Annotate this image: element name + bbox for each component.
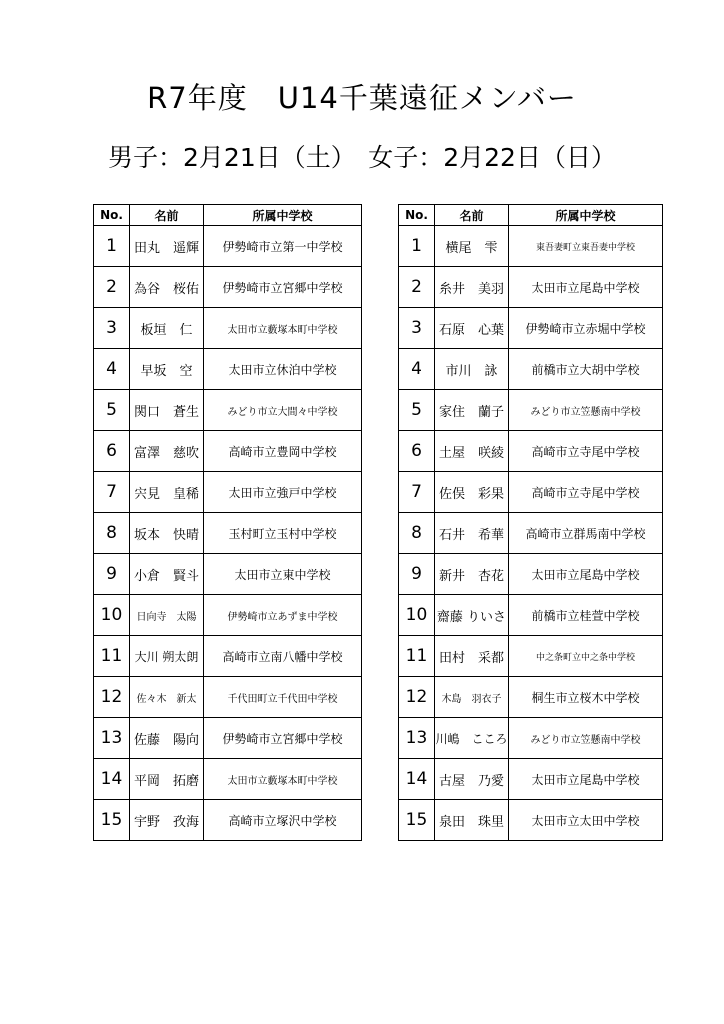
row-number: 14 <box>399 759 435 800</box>
row-number: 15 <box>94 800 130 841</box>
member-name: 新井 杏花 <box>435 554 509 595</box>
member-school: 太田市立尾島中学校 <box>509 759 663 800</box>
member-name: 小倉 賢斗 <box>130 554 204 595</box>
member-name: 田丸 遥輝 <box>130 226 204 267</box>
member-name: 泉田 珠里 <box>435 800 509 841</box>
member-name: 日向寺 太陽 <box>130 595 204 636</box>
row-number: 6 <box>399 431 435 472</box>
table-row <box>399 472 663 513</box>
row-number: 2 <box>399 267 435 308</box>
table-row <box>94 226 362 267</box>
member-school: 高崎市立塚沢中学校 <box>204 800 362 841</box>
row-number: 8 <box>399 513 435 554</box>
table-row <box>399 267 663 308</box>
table-row <box>399 595 663 636</box>
member-school: 伊勢崎市立第一中学校 <box>204 226 362 267</box>
member-school: 高崎市立寺尾中学校 <box>509 472 663 513</box>
member-name: 坂本 快晴 <box>130 513 204 554</box>
table-row <box>399 226 663 267</box>
table-row <box>399 800 663 841</box>
member-school: 太田市立東中学校 <box>204 554 362 595</box>
row-number: 5 <box>399 390 435 431</box>
member-school: みどり市立笠懸南中学校 <box>509 390 663 431</box>
header-no: No. <box>399 205 435 226</box>
row-number: 15 <box>399 800 435 841</box>
member-name: 宍見 皇稀 <box>130 472 204 513</box>
member-name: 田村 采都 <box>435 636 509 677</box>
member-name: 木島 羽衣子 <box>435 677 509 718</box>
header-school: 所属中学校 <box>204 205 362 226</box>
row-number: 1 <box>94 226 130 267</box>
member-name: 石井 希華 <box>435 513 509 554</box>
member-school: 中之条町立中之条中学校 <box>509 636 663 677</box>
header-school: 所属中学校 <box>509 205 663 226</box>
member-name: 古屋 乃愛 <box>435 759 509 800</box>
row-number: 11 <box>94 636 130 677</box>
member-school: 伊勢崎市立宮郷中学校 <box>204 267 362 308</box>
member-school: 太田市立休泊中学校 <box>204 349 362 390</box>
row-number: 3 <box>399 308 435 349</box>
member-school: 前橋市立桂萱中学校 <box>509 595 663 636</box>
member-school: 東吾妻町立東吾妻中学校 <box>509 226 663 267</box>
row-number: 14 <box>94 759 130 800</box>
table-row <box>399 759 663 800</box>
member-school: 太田市立藪塚本町中学校 <box>204 759 362 800</box>
row-number: 13 <box>94 718 130 759</box>
member-school: みどり市立大間々中学校 <box>204 390 362 431</box>
table-row <box>399 308 663 349</box>
member-school: 太田市立強戸中学校 <box>204 472 362 513</box>
row-number: 6 <box>94 431 130 472</box>
table-row <box>94 513 362 554</box>
member-school: 伊勢崎市立赤堀中学校 <box>509 308 663 349</box>
member-school: 太田市立藪塚本町中学校 <box>204 308 362 349</box>
table-row <box>94 718 362 759</box>
row-number: 12 <box>399 677 435 718</box>
table-row <box>94 800 362 841</box>
row-number: 1 <box>399 226 435 267</box>
page-title: R7年度 U14千葉遠征メンバー <box>147 81 577 115</box>
table-row <box>399 513 663 554</box>
table-row <box>94 677 362 718</box>
member-name: 市川 詠 <box>435 349 509 390</box>
member-name: 土屋 咲綾 <box>435 431 509 472</box>
row-number: 5 <box>94 390 130 431</box>
row-number: 2 <box>94 267 130 308</box>
member-school: 高崎市立寺尾中学校 <box>509 431 663 472</box>
header-name: 名前 <box>130 205 204 226</box>
member-school: 前橋市立大胡中学校 <box>509 349 663 390</box>
member-name: 平岡 拓磨 <box>130 759 204 800</box>
member-school: 桐生市立桜木中学校 <box>509 677 663 718</box>
row-number: 13 <box>399 718 435 759</box>
row-number: 4 <box>399 349 435 390</box>
table-row <box>94 554 362 595</box>
boys-roster-table <box>93 204 362 841</box>
member-school: 玉村町立玉村中学校 <box>204 513 362 554</box>
member-name: 宇野 孜海 <box>130 800 204 841</box>
member-name: 齋藤 りいさ <box>435 595 509 636</box>
member-name: 早坂 空 <box>130 349 204 390</box>
row-number: 8 <box>94 513 130 554</box>
member-name: 富澤 慈吹 <box>130 431 204 472</box>
girls-roster-table <box>398 204 663 841</box>
member-name: 糸井 美羽 <box>435 267 509 308</box>
member-name: 佐々木 新太 <box>130 677 204 718</box>
member-school: 太田市立尾島中学校 <box>509 554 663 595</box>
table-row <box>399 677 663 718</box>
table-row <box>399 431 663 472</box>
member-school: 伊勢崎市立宮郷中学校 <box>204 718 362 759</box>
row-number: 12 <box>94 677 130 718</box>
table-row <box>94 759 362 800</box>
header-row <box>94 205 362 226</box>
table-row <box>399 554 663 595</box>
member-school: 高崎市立南八幡中学校 <box>204 636 362 677</box>
member-name: 板垣 仁 <box>130 308 204 349</box>
member-name: 為谷 桜佑 <box>130 267 204 308</box>
member-school: 太田市立尾島中学校 <box>509 267 663 308</box>
table-row <box>399 349 663 390</box>
member-school: みどり市立笠懸南中学校 <box>509 718 663 759</box>
member-name: 関口 蒼生 <box>130 390 204 431</box>
table-row <box>399 390 663 431</box>
header-no: No. <box>94 205 130 226</box>
member-name: 佐藤 陽向 <box>130 718 204 759</box>
table-row <box>94 636 362 677</box>
row-number: 7 <box>399 472 435 513</box>
member-school: 太田市立太田中学校 <box>509 800 663 841</box>
member-name: 川嶋 こころ <box>435 718 509 759</box>
table-row <box>399 718 663 759</box>
table-row <box>94 595 362 636</box>
member-school: 高崎市立豊岡中学校 <box>204 431 362 472</box>
member-name: 大川 朔太朗 <box>130 636 204 677</box>
table-row <box>399 636 663 677</box>
member-school: 高崎市立群馬南中学校 <box>509 513 663 554</box>
table-row <box>94 431 362 472</box>
table-row <box>94 349 362 390</box>
row-number: 9 <box>399 554 435 595</box>
member-school: 伊勢崎市立あずま中学校 <box>204 595 362 636</box>
header-row <box>399 205 663 226</box>
table-row <box>94 267 362 308</box>
table-row <box>94 390 362 431</box>
event-dates: 男子：2月21日（土） 女子：2月22日（日） <box>108 143 616 172</box>
table-row <box>94 472 362 513</box>
row-number: 11 <box>399 636 435 677</box>
row-number: 3 <box>94 308 130 349</box>
row-number: 10 <box>399 595 435 636</box>
member-school: 千代田町立千代田中学校 <box>204 677 362 718</box>
row-number: 9 <box>94 554 130 595</box>
header-name: 名前 <box>435 205 509 226</box>
member-name: 佐俣 彩果 <box>435 472 509 513</box>
row-number: 4 <box>94 349 130 390</box>
member-name: 石原 心葉 <box>435 308 509 349</box>
row-number: 10 <box>94 595 130 636</box>
row-number: 7 <box>94 472 130 513</box>
table-row <box>94 308 362 349</box>
member-name: 横尾 雫 <box>435 226 509 267</box>
member-name: 家住 蘭子 <box>435 390 509 431</box>
